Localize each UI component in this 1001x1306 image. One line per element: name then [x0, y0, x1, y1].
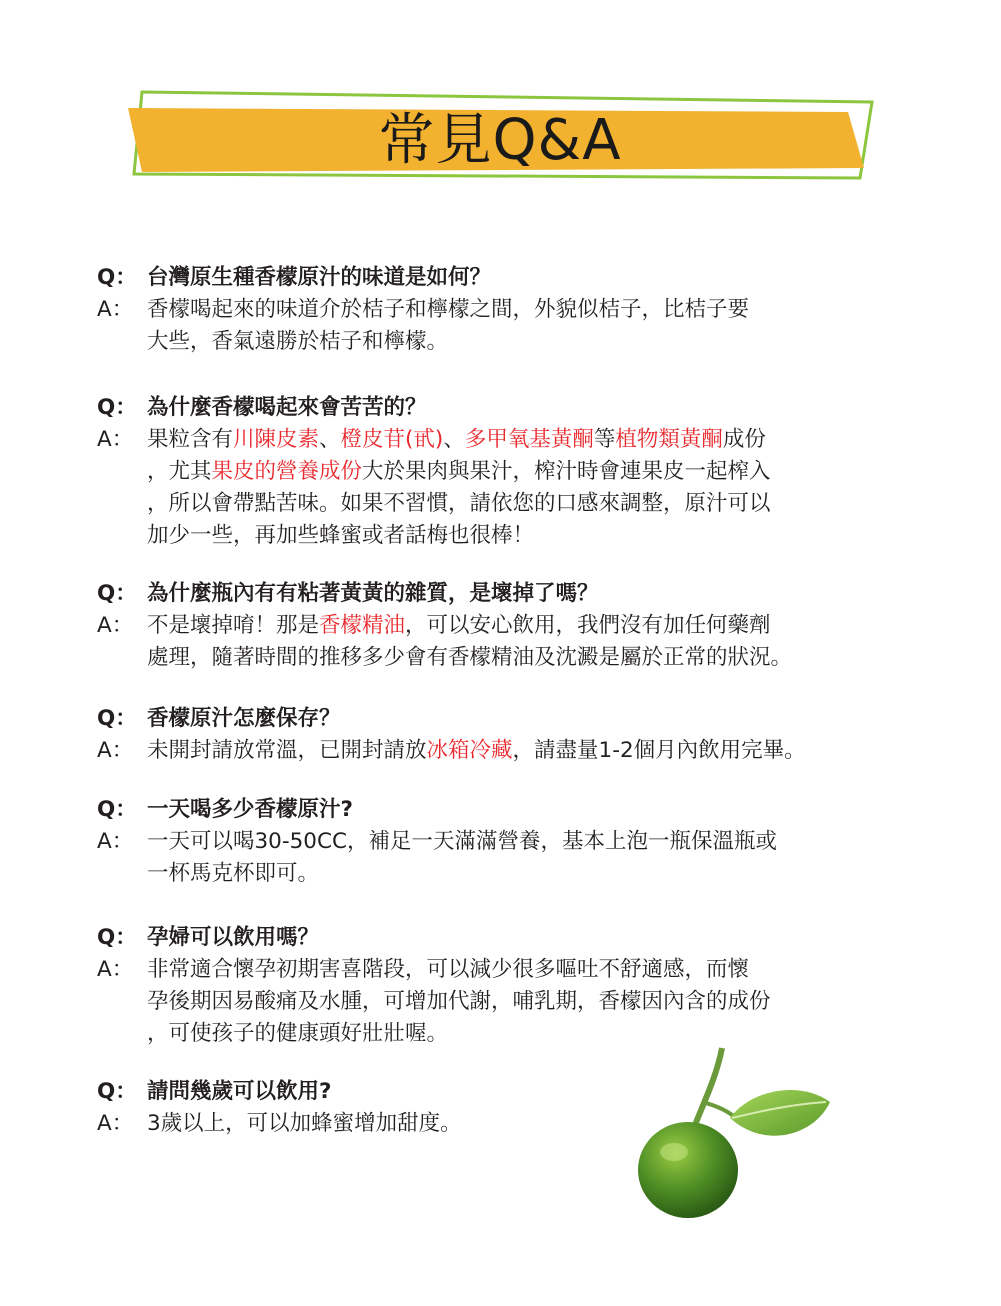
- highlight-term: 冰箱冷藏: [426, 738, 513, 763]
- a-prefix: A：: [97, 297, 134, 322]
- answer-text: 一杯馬克杯即可。: [147, 861, 320, 886]
- question-text: 為什麼瓶內有有粘著黃黃的雜質，是壞掉了嗎？: [147, 581, 599, 606]
- qa-item: [97, 392, 907, 552]
- answer-segment: ，尤其: [147, 459, 212, 484]
- qa-item: [97, 703, 907, 767]
- question-text: 台灣原生種香檬原汁的味道是如何？: [147, 265, 492, 290]
- answer-text: [147, 610, 771, 642]
- answer-segment: 果粒含有: [147, 427, 234, 452]
- question-text: 請問幾歲可以飲用?: [147, 1079, 332, 1104]
- a-prefix: A：: [97, 427, 134, 452]
- qa-item: [97, 922, 907, 1050]
- answer-line: [97, 424, 907, 456]
- page-title: 常見Q&A: [378, 108, 622, 173]
- answer-text: 孕後期因易酸痛及水腫，可增加代謝，哺乳期，香檬因內含的成份: [147, 989, 771, 1014]
- answer-line: [97, 954, 907, 986]
- q-prefix: Q：: [97, 706, 137, 731]
- calamansi-fruit-image: [630, 1040, 860, 1225]
- answer-text: 3歲以上，可以加蜂蜜增加甜度。: [147, 1111, 462, 1136]
- answer-segment: 未開封請放常溫，已開封請放: [147, 738, 427, 763]
- question-line: [97, 703, 907, 735]
- answer-segment: 、: [319, 427, 341, 452]
- answer-text: ，可使孩子的健康頭好壯壯喔。: [147, 1021, 449, 1046]
- answer-text: 非常適合懷孕初期害喜階段，可以減少很多嘔吐不舒適感，而懷: [147, 957, 750, 982]
- q-prefix: Q：: [97, 581, 137, 606]
- question-text: 孕婦可以飲用嗎？: [147, 925, 320, 950]
- answer-segment: 不是壞掉唷！那是: [147, 613, 320, 638]
- answer-text: [97, 456, 907, 488]
- answer-text: ，所以會帶點苦味。如果不習慣，請依您的口感來調整，原汁可以: [147, 491, 771, 516]
- answer-text: 一天可以喝30-50CC，補足一天滿滿營養，基本上泡一瓶保溫瓶或: [147, 829, 778, 854]
- answer-segment: 、: [443, 427, 465, 452]
- highlight-term: 果皮的營養成份: [211, 459, 363, 484]
- answer-line: [97, 294, 907, 326]
- answer-line: [97, 826, 907, 858]
- answer-text: [147, 424, 766, 456]
- leaf: [730, 1090, 830, 1136]
- question-line: [97, 262, 907, 294]
- a-prefix: A：: [97, 957, 134, 982]
- question-line: [97, 922, 907, 954]
- highlight-term: 多甲氧基黃酮: [464, 427, 594, 452]
- answer-segment: 大於果肉與果汁，榨汁時會連果皮一起榨入: [362, 459, 771, 484]
- answer-text: [147, 735, 806, 767]
- answer-line: [97, 610, 907, 642]
- highlight-term: 植物類黃酮: [615, 427, 723, 452]
- question-line: [97, 794, 907, 826]
- question-line: [97, 578, 907, 610]
- q-prefix: Q：: [97, 1079, 137, 1104]
- a-prefix: A：: [97, 829, 134, 854]
- answer-segment: 成份: [722, 427, 766, 452]
- answer-text: 處理，隨著時間的推移多少會有香檬精油及沈澱是屬於正常的狀況。: [147, 645, 793, 670]
- answer-text: 大些，香氣遠勝於桔子和檸檬。: [147, 329, 449, 354]
- highlight-term: 香檬精油: [319, 613, 406, 638]
- answer-segment: ，請盡量1-2個月內飲用完畢。: [512, 738, 806, 763]
- a-prefix: A：: [97, 613, 134, 638]
- question-text: 香檬原汁怎麼保存？: [147, 706, 341, 731]
- title-banner: [120, 86, 880, 186]
- answer-line: [97, 735, 907, 767]
- fruit-highlight: [660, 1143, 688, 1161]
- highlight-term: 橙皮苷(甙): [340, 427, 444, 452]
- question-text: 一天喝多少香檬原汁?: [147, 797, 353, 822]
- q-prefix: Q：: [97, 395, 137, 420]
- a-prefix: A：: [97, 738, 134, 763]
- qa-item: [97, 794, 907, 890]
- answer-segment: 等: [593, 427, 616, 452]
- answer-text: 加少一些，再加些蜂蜜或者話梅也很棒！: [147, 523, 535, 548]
- fruit-body: [638, 1122, 738, 1218]
- q-prefix: Q：: [97, 265, 137, 290]
- q-prefix: Q：: [97, 925, 137, 950]
- q-prefix: Q：: [97, 797, 137, 822]
- qa-item: [97, 578, 907, 674]
- answer-segment: ，可以安心飲用，我們沒有加任何藥劑: [405, 613, 771, 638]
- highlight-term: 川陳皮素: [233, 427, 320, 452]
- answer-text: 香檬喝起來的味道介於桔子和檸檬之間，外貌似桔子，比桔子要: [147, 297, 750, 322]
- a-prefix: A：: [97, 1111, 134, 1136]
- qa-item: [97, 262, 907, 358]
- question-line: [97, 392, 907, 424]
- question-text: 為什麼香檬喝起來會苦苦的？: [147, 395, 427, 420]
